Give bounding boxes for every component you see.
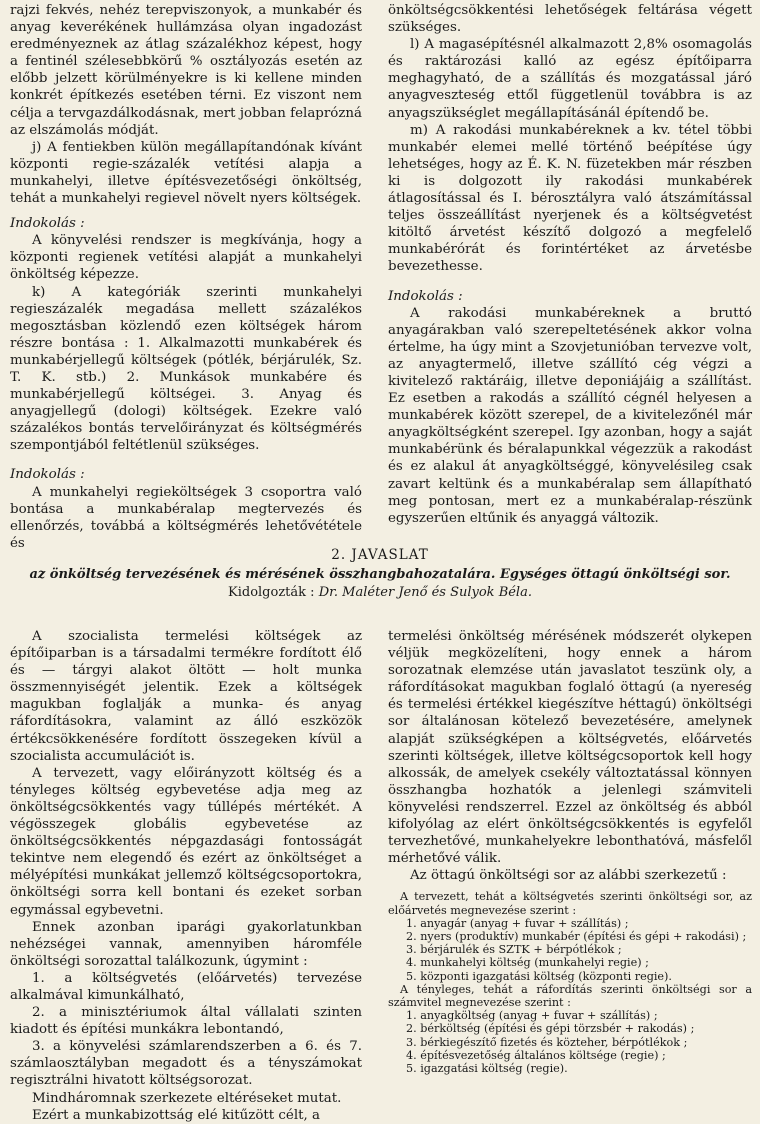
list-item: 1. anyagköltség (anyag + fuvar + szállítás) ; <box>406 1009 658 1023</box>
paragraph: rajzi fekvés, nehéz terepviszonyok, a munkabér és anyag keverékének hullámzása olyan ingadozást eredményeznek az átlag százalékhoz képest, hogy a fentinél szélesebbkörű % osztályozás esetén az előbb jelzett körülményekre is ki kellene minden konkrét építkezés esetében térni. Ez viszont nem célja a tervgazdálkodásnak, mert jobban felaprózná az elszámolás módját. <box>10 3 362 138</box>
list-item: 3. a könyvelési számlarendszerben a 6. és 7. számlaosztályban megadott és a tényszámokat regisztrálni hivatott költségsorozat. <box>10 1039 362 1089</box>
paragraph: A könyvelési rendszer is megkívánja, hogy a központi regienek vetítési alapját a munkahelyi önköltség képezze. <box>10 233 362 283</box>
list-item: 3. bérjárulék és SZTK + bérpótlékok ; <box>406 943 622 957</box>
paragraph: A rakodási munkabéreknek a bruttó anyagárakban való szerepeltetésének akkor volna értelme, ha úgy mint a Szovjetunióban tervezve volt, az anyagtermelő, illetve szállító cég végzi a kivitelező raktáráig, illetve deponiájáig a szállítást. Ez esetben a rakodás a szállító cégnél helyesen a munkabérek között szerepel, de a kivitelezőnél már anyagköltségként szerepel. Igy azonban, hogy a saját munkabérünk és béralapunkkal végezzük a rakodást és ez alakul át anyagköltséggé, könyvelésileg csak zavart keltünk és a munkabéralap sem állapítható meg pontosan, mert ez a munkabéralap-részünk egyszerűen eltűnik és anyaggá változik. <box>388 305 752 526</box>
paragraph-j: j) A fentiekben külön megállapítandónak kívánt központi regie-százalék vetítési alapja a munkahelyi, illetve építésvezetőségi önköltség, tehát a munkahelyi regievel növelt nyers költségek. <box>10 139 362 207</box>
justification-heading: Indokolás : <box>10 216 85 232</box>
paragraph: önköltségcsökkentési lehetőségek feltárása végett szükséges. <box>388 3 752 36</box>
top-right-column <box>388 2 752 527</box>
paragraph-l: l) A magasépítésnél alkalmazott 2,8% osomagolás és raktározási kalló az egész építőiparra meghagyható, de a szállítás és mozgatással járó anyagveszteség ettől függetlenül továbbra is az anyagszükséglet megállapításánál építendő be. <box>388 37 752 121</box>
list-item: 4. munkahelyi költség (munkahelyi regie) ; <box>406 956 649 970</box>
bottom-left-column <box>10 628 362 1124</box>
bottom-right-column <box>388 628 752 1075</box>
paragraph: Ezért a munkabizottság elé kitűzött célt, a <box>32 1107 321 1123</box>
paragraph: A munkahelyi regieköltségek 3 csoportra való bontása a munkabéralap megtervezés és ellenőrzés, továbbá a költségmérés lehetővététele és <box>10 484 362 551</box>
authors-prefix: Kidolgozták : <box>228 585 315 600</box>
proposal-subtitle: az önköltség tervezésének és mérésének összhangbahozatalára. Egységes öttagú önköltségi sor. <box>29 567 731 582</box>
list-item: 1. anyagár (anyag + fuvar + szállítás) ; <box>406 916 629 930</box>
paragraph: A szocialista termelési költségek az építőiparban is a társadalmi termékre fordított élő és — tárgyi alakot öltött — holt munka összmennyiségét jelentik. Ezek a költségek magukban foglalják a munka- és anyag ráfordításokra, valamint az álló eszközök értékcsökkenésére fordított összegeken kívül a szocialista accumulációt is. <box>10 629 362 764</box>
paragraph: A tervezett, vagy előirányzott költség és a tényleges költség egybevetése adja meg az önköltségcsökkentés vagy túllépés mértékét. A végösszegek globális egybevetése az önköltségcsökkentés népgazdasági fontosságát tekintve nem elegendő és ezért az önköltséget a mélyépítési munkákat jellemző költségcsoportokra, önköltségi sorra kell bontani és ezeket sorban egymással egybevetni. <box>10 765 362 918</box>
justification-heading: Indokolás : <box>388 288 463 304</box>
paragraph-m: m) A rakodási munkabéreknek a kv. tétel többi munkabér elemei mellé történő beépítése úgy lehetséges, hogy az É. K. N. füzetekben már részben ki is dolgozott ily rakodási munkabérek átlagosítással és I. bérosztályra való átszámítással teljes összeállítást nyerjenek és a költségvetést kitöltő árvetést készítő dolgozó a megfelelő munkabérórát és forintértéket az árvetésbe bevezethesse. <box>388 122 752 275</box>
list-item: 4. építésvezetőség általános költsége (regie) ; <box>406 1048 666 1062</box>
paragraph: Mindháromnak szerkezete eltéréseket mutat. <box>32 1090 342 1106</box>
proposal-number: 2. JAVASLAT <box>331 547 429 563</box>
proposal-header <box>0 547 760 600</box>
paragraph-k: k) A kategóriák szerinti munkahelyi regieszázalék megadása mellett százalékos megosztásban közlendő ezen költségek három részre bontása : 1. Alkalmazotti munkabérek és munkabérjellegű költségek (pótlék, bérjárulék, Sz. T. K. stb.) 2. Munkások munkabére és munkabérjellegű költségei. 3. Anyag és anyagjellegű (dologi) költségek. Ezekre való százalékos bontás tervelőirányzat és költségmérés szempontjából feltétlenül szükséges. <box>10 284 362 454</box>
paragraph: Az öttagú önköltségi sor az alábbi szerkezetű : <box>410 868 727 884</box>
top-left-column <box>10 2 362 552</box>
list-lead: A tényleges, tehát a ráfordítás szerinti önköltségi sor a számvitel megnevezése szerint : <box>388 982 752 1010</box>
list-item: 5. igazgatási költség (regie). <box>406 1062 568 1076</box>
planned-cost-list <box>388 890 752 1075</box>
authors-names: Dr. Maléter Jenő és Sulyok Béla. <box>318 585 532 600</box>
list-lead: A tervezett, tehát a költségvetés szerinti önköltségi sor, az előárvetés megnevezése szerint : <box>388 890 752 917</box>
paragraph: termelési önköltség mérésének módszerét olykepen véljük megközelíteni, hogy ennek a három sorozatnak elemzése után javaslatot teszünk oly, a ráfordításokat magukban foglaló öttagú (a nyereség és termelési értékkel kiegészítve héttagú) önköltségi sor általánosan kötelező bevezetésére, amelynek alapját szükségképen a költségvetés, előárvetés szerinti költségek, illetve költségcsoportok kell hogy alkossák, de amelyek csekély változtatással könnyen összhangba hozhatók a jelenlegi számviteli könyvelési rendszerrel. Ezzel az önköltség és abból kifolyólag az elért önköltségcsökkentés is egyfelől tervezhetővé, munkahelyekre lebonthatóvá, másfelől mérhetővé válik. <box>388 629 752 867</box>
justification-heading: Indokolás : <box>10 467 85 483</box>
list-item: 2. nyers (produktív) munkabér (építési és gépi + rakodási) ; <box>406 930 747 944</box>
proposal-authors <box>0 585 760 600</box>
list-item: 2. bérköltség (építési és gépi törzsbér + rakodás) ; <box>406 1022 695 1036</box>
list-item: 2. a minisztériumok által vállalati szinten kiadott és építési munkákra lebontandó, <box>10 1005 362 1038</box>
list-item: 3. bérkiegészítő fizetés és közteher, bérpótlékok ; <box>406 1035 688 1049</box>
list-item: 5. központi igazgatási költség (központi regie). <box>406 969 672 983</box>
list-item: 1. a költségvetés (előárvetés) tervezése alkalmával kimunkálható, <box>10 970 362 1003</box>
paragraph: Ennek azonban iparági gyakorlatunkban nehézségei vannak, amennyiben háromféle önköltségi sorozattal találkozunk, úgymint : <box>10 919 362 969</box>
